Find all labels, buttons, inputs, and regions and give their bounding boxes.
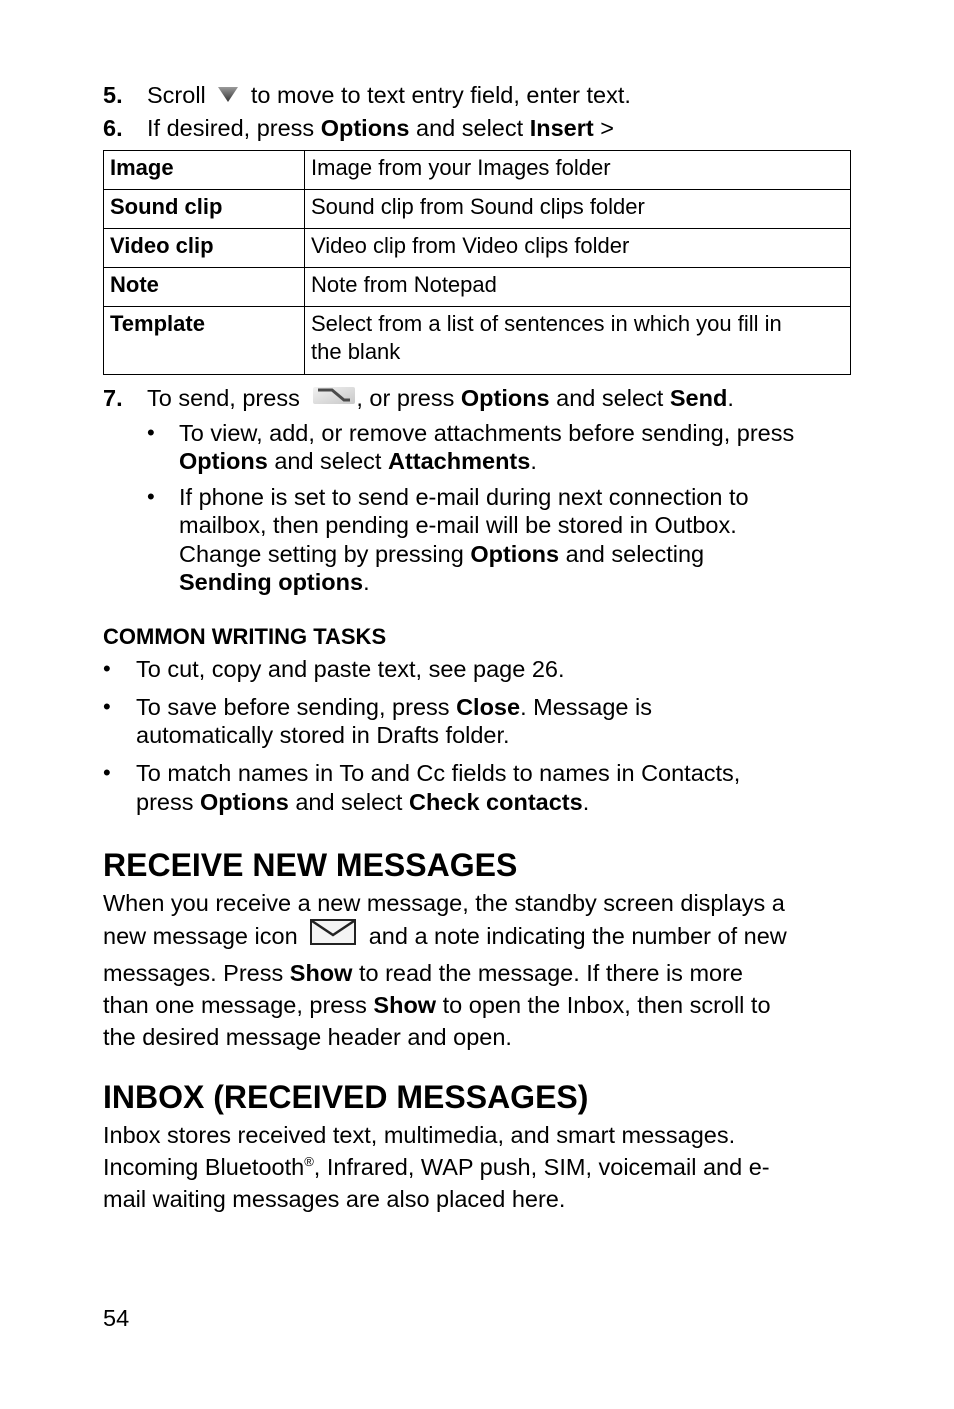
- step-6-post: >: [600, 115, 614, 141]
- send-bullet-2-post: and selecting: [565, 541, 705, 567]
- bullet-dot: •: [147, 484, 155, 509]
- table-desc: Note from Notepad: [305, 268, 851, 307]
- receive-line-2-post: and a note indicating the number of new: [368, 923, 787, 950]
- receive-line-3: [103, 957, 787, 989]
- common-tasks-heading: COMMON WRITING TASKS: [103, 624, 387, 649]
- send-keyword: Send: [669, 385, 728, 412]
- step-7-pre: To send, press: [147, 385, 300, 412]
- table-desc: Video clip from Video clips folder: [305, 229, 851, 268]
- step-6-text: [147, 114, 614, 142]
- send-bullet-2-l2: mailbox, then pending e-mail will be stored in Outbox.: [179, 512, 737, 538]
- send-bullet-2-l1: If phone is set to send e-mail during next connection to: [179, 484, 749, 510]
- inbox-line-2: [103, 1151, 770, 1183]
- inbox-line-1: Inbox stores received text, multimedia, and smart messages.: [103, 1122, 736, 1148]
- send-bullet-2-end: .: [363, 569, 370, 595]
- table-desc-line: the blank: [311, 339, 401, 364]
- inbox-heading: INBOX (RECEIVED MESSAGES): [103, 1079, 589, 1115]
- table-row: [104, 190, 851, 229]
- options-keyword: Options: [460, 385, 550, 412]
- send-bullet-2-pre: Change setting by pressing: [179, 541, 464, 567]
- options-keyword: Options: [200, 789, 289, 815]
- table-desc: Image from your Images folder: [305, 151, 851, 190]
- receive-heading: RECEIVE NEW MESSAGES: [103, 847, 518, 883]
- close-keyword: Close: [456, 694, 521, 720]
- show-keyword: Show: [289, 960, 353, 986]
- table-key: Video clip: [104, 229, 305, 268]
- inbox-paragraph: [103, 1119, 770, 1215]
- send-bullet-2-l4: [179, 568, 370, 596]
- task-3-l1: To match names in To and Cc fields to names in Contacts,: [136, 760, 741, 786]
- receive-line-3-post: to read the message. If there is more: [358, 960, 743, 986]
- envelope-icon: [310, 919, 356, 953]
- inbox-line-2-pre: Incoming Bluetooth: [103, 1154, 305, 1180]
- step-number: 6.: [103, 115, 123, 141]
- send-bullet-1-end: .: [530, 448, 537, 474]
- options-keyword: Options: [320, 115, 410, 141]
- receive-line-4-post: to open the Inbox, then scroll to: [442, 992, 771, 1018]
- table-desc-line: Select from a list of sentences in which you fill in: [311, 311, 782, 336]
- receive-line-3-pre: messages. Press: [103, 960, 284, 986]
- sending-options-keyword: Sending options: [179, 569, 364, 595]
- step-6-pre: If desired, press: [147, 115, 315, 141]
- send-key-icon: [312, 384, 356, 412]
- attachments-keyword: Attachments: [387, 448, 531, 474]
- step-number: 7.: [103, 385, 123, 411]
- send-bullet-2-l3: [179, 540, 704, 568]
- receive-line-4-pre: than one message, press: [103, 992, 367, 1018]
- step-5-text: [147, 81, 631, 113]
- table-key: Sound clip: [104, 190, 305, 229]
- step-7-mid1: , or press: [356, 385, 455, 412]
- check-contacts-keyword: Check contacts: [408, 789, 583, 815]
- inbox-line-3: mail waiting messages are also placed here.: [103, 1186, 566, 1212]
- inbox-line-2-post: , Infrared, WAP push, SIM, voicemail and e-: [313, 1154, 770, 1180]
- receive-line-5: the desired message header and open.: [103, 1024, 512, 1050]
- step-6-mid: and select: [416, 115, 524, 141]
- task-3-end: .: [582, 789, 590, 815]
- bullet-dot: •: [103, 694, 111, 719]
- insert-keyword: Insert: [529, 115, 594, 141]
- show-keyword: Show: [373, 992, 437, 1018]
- receive-line-2-pre: new message icon: [103, 923, 298, 950]
- task-3-mid: and select: [295, 789, 403, 815]
- insert-options-table: [103, 150, 851, 375]
- receive-line-2: [103, 919, 787, 957]
- task-3-l2: [136, 788, 589, 816]
- receive-line-1: When you receive a new message, the standby screen displays a: [103, 890, 785, 916]
- step-5-post: to move to text entry field, enter text.: [250, 82, 631, 109]
- bullet-dot: •: [103, 656, 111, 681]
- table-row: [104, 151, 851, 190]
- step-number: 5.: [103, 82, 123, 108]
- registered-mark: ®: [304, 1154, 314, 1170]
- table-key: Template: [104, 307, 305, 375]
- send-bullet-1-mid: and select: [274, 448, 382, 474]
- task-2-l2: automatically stored in Drafts folder.: [136, 722, 510, 748]
- page-number: 54: [103, 1305, 130, 1331]
- table-row: [104, 268, 851, 307]
- table-row: [104, 229, 851, 268]
- table-key: Note: [104, 268, 305, 307]
- receive-paragraph: [103, 887, 787, 1053]
- options-keyword: Options: [179, 448, 268, 474]
- bullet-dot: •: [103, 760, 111, 785]
- task-3-pre: press: [136, 789, 194, 815]
- send-bullet-1-l1: To view, add, or remove attachments before sending, press: [179, 420, 795, 446]
- step-5-pre: Scroll: [147, 82, 206, 109]
- task-2-l1: [136, 693, 652, 721]
- task-2-post: . Message is: [520, 694, 652, 720]
- receive-line-4: [103, 989, 787, 1021]
- table-desc: Sound clip from Sound clips folder: [305, 190, 851, 229]
- step-7-text: [147, 384, 734, 416]
- send-bullet-1-l2: [179, 447, 537, 475]
- options-keyword: Options: [470, 541, 560, 567]
- table-desc: [305, 307, 851, 375]
- table-row: [104, 307, 851, 375]
- task-2-pre: To save before sending, press: [136, 694, 450, 720]
- step-7-post: .: [727, 385, 734, 412]
- task-1: To cut, copy and paste text, see page 26.: [136, 656, 565, 682]
- table-key: Image: [104, 151, 305, 190]
- scroll-down-arrow-icon: [216, 81, 240, 109]
- bullet-dot: •: [147, 420, 155, 445]
- step-7-mid2: and select: [556, 385, 664, 412]
